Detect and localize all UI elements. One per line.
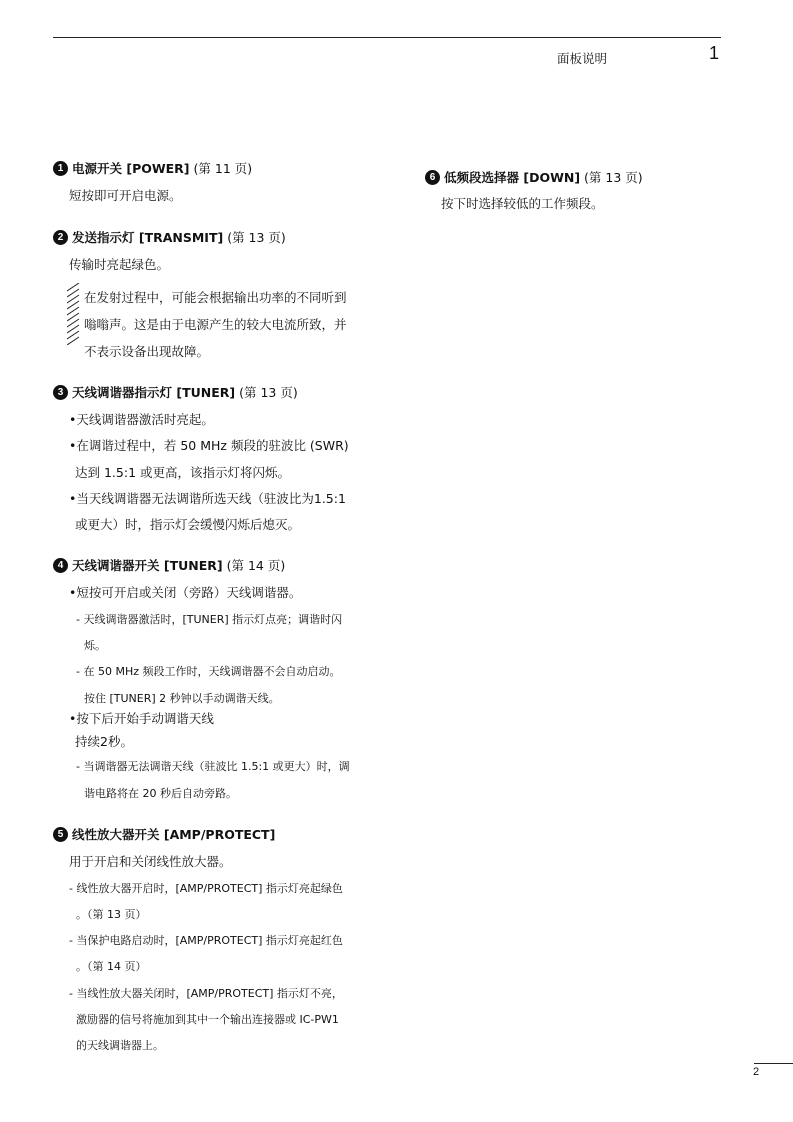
bullet-line: 达到 1.5:1 或更高，该指示灯将闪烁。: [75, 465, 290, 480]
item-title: 电源开关 [POWER]: [72, 161, 190, 176]
page-reference: (第 11 页): [193, 161, 253, 176]
bullet-line: •天线调谐器激活时亮起。: [69, 412, 214, 427]
page-number: 2: [753, 1066, 760, 1078]
item-number-badge: 4: [53, 558, 68, 573]
item-title: 低频段选择器 [DOWN]: [444, 170, 581, 185]
sub-line: 谐电路将在 20 秒后自动旁路。: [84, 787, 237, 800]
item-number-badge: 1: [53, 161, 68, 176]
bullet-line: 或更大）时，指示灯会缓慢闪烁后熄灭。: [75, 517, 301, 532]
item-description: 用于开启和关闭线性放大器。: [69, 854, 232, 869]
item-description: 短按即可开启电源。: [69, 188, 182, 203]
note-hatch-icon: [67, 283, 81, 345]
bullet-line: •当天线调谐器无法调谐所选天线（驻波比为1.5:1: [69, 491, 346, 506]
item-title: 线性放大器开关 [AMP/PROTECT]: [72, 827, 276, 842]
page-reference: (第 14 页): [226, 558, 286, 573]
item-number-badge: 3: [53, 385, 68, 400]
sub-line: 的天线调谐器上。: [76, 1039, 164, 1052]
item-1-heading: [53, 159, 252, 177]
bullet-line: •按下后开始手动调谐天线: [69, 711, 214, 726]
item-number-badge: 2: [53, 230, 68, 245]
item-description: 按下时选择较低的工作频段。: [441, 196, 604, 211]
item-title: 发送指示灯 [TRANSMIT]: [72, 230, 224, 245]
item-3-heading: [53, 383, 298, 401]
bullet-line: •短按可开启或关闭（旁路）天线调谐器。: [69, 585, 302, 600]
sub-line: 激励器的信号将施加到其中一个输出连接器或 IC-PW1: [76, 1013, 339, 1026]
sub-line: - 当线性放大器关闭时，[AMP/PROTECT] 指示灯不亮，: [69, 987, 343, 1000]
footer-rule: [754, 1063, 793, 1064]
page-reference: (第 13 页): [239, 385, 298, 400]
item-4-heading: [53, 556, 285, 574]
item-2-heading: [53, 228, 286, 246]
bullet-line: 持续2秒。: [75, 734, 133, 749]
sub-line: - 线性放大器开启时，[AMP/PROTECT] 指示灯亮起绿色: [69, 882, 343, 895]
page-reference: (第 13 页): [584, 170, 643, 185]
item-number-badge: 5: [53, 827, 68, 842]
sub-line: 。（第 13 页）: [76, 908, 147, 921]
item-title: 天线调谐器指示灯 [TUNER]: [72, 385, 236, 400]
sub-line: 按住 [TUNER] 2 秒钟以手动调谐天线。: [84, 692, 280, 705]
section-title: 面板说明: [557, 51, 608, 66]
bullet-line: •在调谐过程中，若 50 MHz 频段的驻波比 (SWR): [69, 438, 349, 453]
item-5-heading: [53, 825, 275, 843]
chapter-number: 1: [709, 43, 720, 63]
item-number-badge: 6: [425, 170, 440, 185]
page-reference: (第 13 页): [227, 230, 286, 245]
item-6-heading: [425, 168, 643, 186]
sub-line: - 天线调谐器激活时，[TUNER] 指示灯点亮；调谐时闪: [76, 613, 343, 626]
item-title: 天线调谐器开关 [TUNER]: [72, 558, 223, 573]
sub-line: 烁。: [84, 639, 106, 652]
note-line: 不表示设备出现故障。: [84, 344, 210, 359]
item-description: 传输时亮起绿色。: [69, 257, 170, 272]
sub-line: - 当调谐器无法调谐天线（驻波比 1.5:1 或更大）时，调: [76, 760, 350, 773]
note-line: 嗡嗡声。这是由于电源产生的较大电流所致，并: [84, 317, 347, 332]
sub-line: - 在 50 MHz 频段工作时，天线调谐器不会自动启动。: [76, 665, 341, 678]
note-line: 在发射过程中，可能会根据输出功率的不同听到: [84, 290, 347, 305]
sub-line: 。（第 14 页）: [76, 960, 147, 973]
header-rule: [53, 37, 721, 38]
sub-line: - 当保护电路启动时，[AMP/PROTECT] 指示灯亮起红色: [69, 934, 343, 947]
